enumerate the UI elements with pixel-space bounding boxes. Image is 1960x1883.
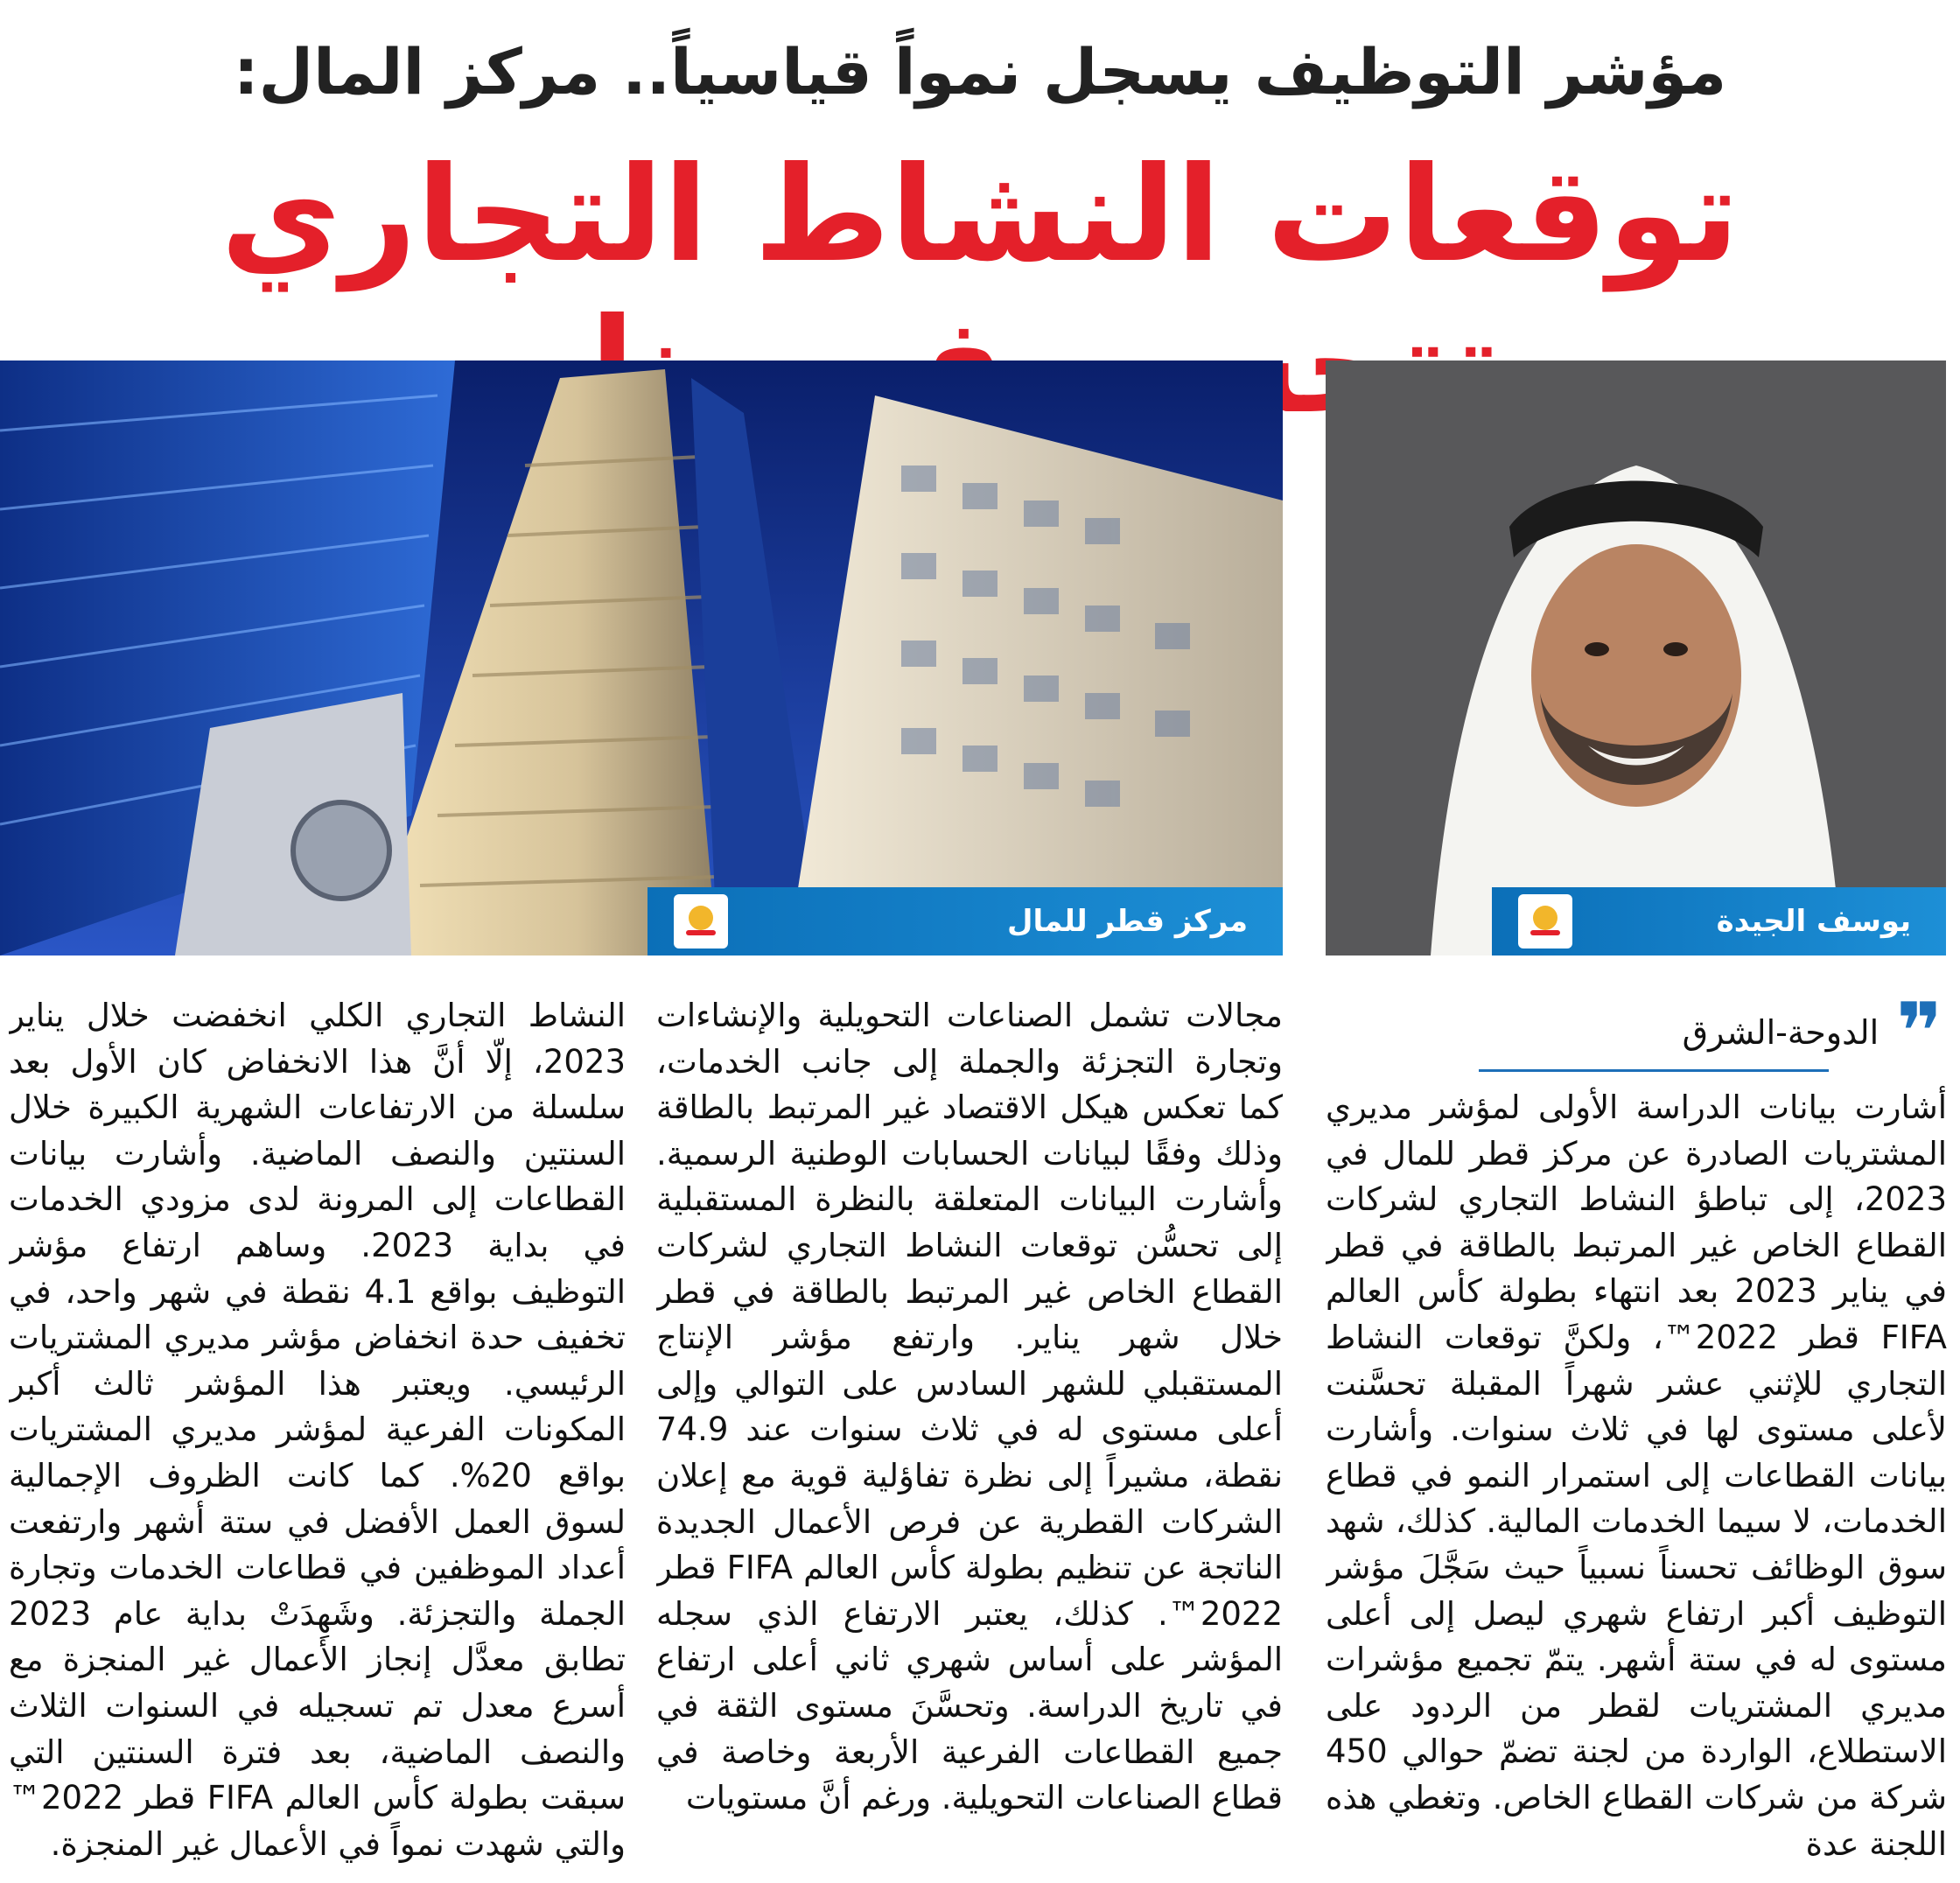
byline-rule [1479,1069,1829,1072]
article-column-1: أشارت بيانات الدراسة الأولى لمؤشر مديري المشتريات الصادرة عن مركز قطر للمال في 2023، إلى تباطؤ النشاط التجاري لشركات القطاع الخاص غير المرتبط بالطاقة في قطر في يناير 2023 بعد انتهاء بطولة كأس العالم FIFA قطر 2022™، ولكنَّ توقعات النشاط التجاري للإثني عشر شهراً المقبلة تحسَّنت لأعلى مستوى لها في ثلاث سنوات. وأشارت بيانات القطاعات إلى استمرار النمو في قطاع الخدمات، لا سيما الخدمات المالية. كذلك، شهد سوق الوظائف تحسناً نسبياً حيث سَجَّلَ مؤشر التوظيف أكبر ارتفاع شهري ليصل إلى أعلى مستوى له في ستة أشهر. يتمّ تجميع مؤشرات مديري المشتريات لقطر من الردود على الاستطلاع، الواردة من لجنة تضمّ حوالي 450 شركة من شركات القطاع الخاص. وتغطي هذه اللجنة عدة [1326,1088,1947,1863]
kicker: مؤشر التوظيف يسجل نمواً قياسياً.. مركز المال: [233,35,1727,108]
article-column-3: النشاط التجاري الكلي انخفضت خلال يناير 2023، إلّا أنَّ هذا الانخفاض كان الأول بعد سلسلة من الارتفاعات الشهرية الكبيرة خلال السنتين والنصف الماضية. وأشارت بيانات القطاعات إلى المرونة لدى مزودي الخدمات في بداية 2023. وساهم ارتفاع مؤشر التوظيف بواقع 4.1 نقطة في شهر واحد، في تخفيف حدة انخفاض مؤشر مديري المشتريات الرئيسي. ويعتبر هذا المؤشر ثالث أكبر المكونات الفرعية لمؤشر مديري المشتريات بواقع 20%. كما كانت الظروف الإجمالية لسوق العمل الأفضل في ستة أشهر وارتفعت أعداد الموظفين في قطاعات الخدمات وتجارة الجملة والتجزئة. وشَهِدَتْ بداية عام 2023 تطابق معدَّل إنجاز الأعمال غير المنجزة مع أسرع معدل تم تسجيله في السنوات الثلاث والنصف الماضية، بعد فترة السنتين التي سبقت بطولة كأس العالم FIFA قطر 2022™ والتي شهدت نمواً في الأعمال غير المنجزة. [9,997,626,1863]
byline [1479,986,1942,1078]
buildings-photo [0,360,1283,956]
quote-icon: ❞ [1896,986,1942,1078]
buildings-image [0,360,1283,956]
byline-text: الدوحة-الشرق [1682,1013,1880,1052]
headline: توقعات النشاط التجاري [220,139,1740,291]
buildings-caption: مركز قطر للمال [1006,904,1248,939]
article-column-2: مجالات تشمل الصناعات التحويلية والإنشاءات وتجارة التجزئة والجملة إلى جانب الخدمات، كما تعكس هيكل الاقتصاد غير المرتبط بالطاقة وذلك وفقًا لبيانات الحسابات الوطنية الرسمية. وأشارت البيانات المتعلقة بالنظرة المستقبلية إلى تحسُّن توقعات النشاط التجاري لشركات القطاع الخاص غير المرتبط بالطاقة في قطر خلال شهر يناير. وارتفع مؤشر الإنتاج المستقبلي للشهر السادس على التوالي وإلى أعلى مستوى له في ثلاث سنوات عند 74.9 نقطة، مشيراً إلى نظرة تفاؤلية قوية مع إعلان الشركات القطرية عن فرص الأعمال الجديدة الناتجة عن تنظيم بطولة كأس العالم FIFA قطر 2022™. كذلك، يعتبر الارتفاع الذي سجله المؤشر على أساس شهري ثاني أعلى ارتفاع في تاريخ الدراسة. وتحسَّنَ مستوى الثقة في جميع القطاعات الفرعية الأربعة وخاصة في قطاع الصناعات التحويلية. ورغم أنَّ مستويات [656,997,1283,1817]
portrait-caption: يوسف الجيدة [1716,904,1911,939]
newspaper-emblem-icon [1518,894,1572,948]
portrait-image [1326,360,1946,956]
portrait-photo [1326,360,1946,956]
newspaper-emblem-icon [674,894,728,948]
portrait-caption-tab [1492,887,1946,956]
buildings-caption-tab [648,887,1283,956]
